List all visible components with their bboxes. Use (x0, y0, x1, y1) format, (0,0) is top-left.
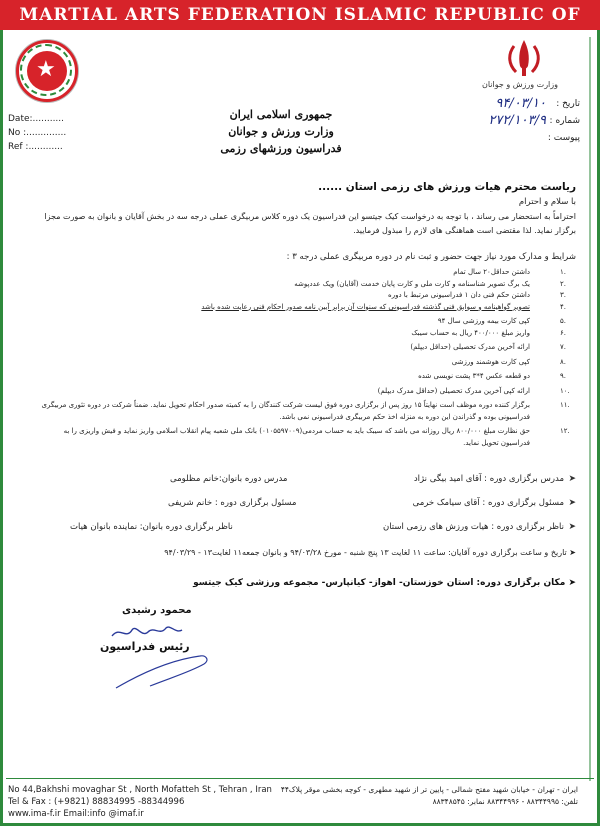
ref-field-en: Ref :............ (8, 142, 63, 152)
logo-core (27, 51, 67, 91)
women-instructor: مدرس دوره بانوان:خانم مظلومی (170, 474, 288, 484)
letterhead-country: جمهوری اسلامی ایران (229, 108, 333, 121)
list-item: .۶ واریز مبلغ ۴۰۰/۰۰۰ ریال به حساب سیبک (411, 328, 566, 337)
signatory-title: رئیس فدراسیون (100, 640, 190, 653)
footer-web-en: www.ima-f.ir Email:info @imaf.ir (8, 809, 144, 819)
check-arrow-icon: ➤ (565, 578, 576, 588)
intro-paragraph: احتراماً به استحضار می رساند ، با توجه به درخواست کیک جیتسو این فدراسیون یک دوره کلاس مربیگری عملی درجه سه در بخش آقایان و بانوان به صورت مجزا برگزار نماید. لذا مقتضی است هماهنگی های لازم را مبذول فرمایید. (44, 212, 576, 235)
date-field-en: Date:........... (8, 114, 65, 124)
date-label-fa: تاریخ : (556, 98, 580, 109)
list-item: .۳ داشتن حکم فنی دان ۱ فدراسیونی مرتبط با دوره (388, 291, 566, 299)
federation-logo (16, 40, 78, 102)
letterhead-federation: فدراسیون ورزشهای رزمی (220, 142, 342, 155)
requirements-list (36, 267, 576, 449)
meta-right (450, 95, 580, 146)
footer-tel-en: Tel & Fax : (+9821) 88834995 -88344996 (8, 797, 185, 807)
check-arrow-icon: ➤ (566, 548, 576, 557)
iran-emblem-icon (500, 36, 548, 80)
footer-address-fa: ایران - تهران - خیابان شهید مفتح شمالی - پایین تر از شهید مطهری - کوچه بخشی موقر پلاک۴۴ (280, 785, 578, 794)
list-item: .۸ کپی کارت هوشمند ورزشی (451, 357, 566, 366)
footer-divider (6, 778, 594, 779)
women-organizer: مسئول برگزاری دوره : خانم شریفی (168, 498, 297, 508)
number-value-fa: ۲۷۲/۱۰۳/۹ (488, 112, 546, 128)
list-item: .۵ کپی کارت بیمه ورزشی سال ۹۴ (437, 317, 566, 325)
meta-left (8, 112, 66, 154)
letterhead-ministry: وزارت ورزش و جوانان (228, 125, 334, 138)
footer-contact-en (8, 784, 272, 820)
salutation: با سلام و احترام (518, 197, 576, 207)
list-item: .۱۰ ارائه کپی آخرین مدرک تحصیلی (حداقل مدرک دیپلم) (377, 386, 570, 395)
signatory-name: محمود رشیدی (122, 605, 192, 616)
attachment-label-fa: پیوست : (547, 132, 580, 143)
check-arrow-icon: ➤ (568, 474, 576, 484)
list-item: .۲ یک برگ تصویر شناسنامه و کارت ملی و کارت پایان خدمت (آقایان) ویک عددپوشه (294, 279, 566, 288)
men-organizer: ➤ مسئول برگزاری دوره : آقای سیامک خرمی (412, 498, 576, 508)
addressee: ریاست محترم هیات ورزش های رزمی استان ...... (318, 181, 576, 193)
list-item: .۹ دو قطعه عکس ۴*۳ پشت نویسی شده (418, 372, 566, 380)
list-item: .۷ ارائه آخرین مدرک تحصیلی (حداقل دیپلم) (410, 343, 566, 351)
venue: ➤ مکان برگزاری دوره: استان خوزستان- اهواز- کیانپارس- مجموعه ورزشی کیک جیتسو (193, 578, 576, 588)
check-arrow-icon: ➤ (568, 522, 576, 532)
list-item: .۱۲ حق نظارت مبلغ ۸۰۰/۰۰۰ ریال روزانه می باشد که سیبک باید به حساب مردمی(۰۱۰۵۵۹۷۰۰۹) بانک ملی شعبه پیام انقلاب اسلامی واریز نماید و فیش واریزی را به فدراسیون تحویل نماید. (63, 427, 570, 447)
number-field-en: No :.............. (8, 128, 67, 138)
emblem-caption: وزارت ورزش و جوانان (481, 80, 558, 89)
check-arrow-icon: ➤ (568, 498, 576, 508)
list-item: .۱ داشتن حداقل۲۰ سال تمام (453, 268, 566, 276)
schedule: ➤ تاریخ و ساعت برگزاری دوره آقایان: ساعت ۱۱ لغایت ۱۳ پنج شنبه - مورخ ۹۴/۰۳/۲۸ و بانوان جمعه۱۱ لغایت۱۳ - ۹۴/۰۳/۲۹ (164, 548, 576, 557)
date-value-fa: ۹۴/۰۳/۱۰ (495, 95, 546, 111)
number-label-fa: شماره : (549, 115, 580, 126)
kick-figure-icon: ★ (36, 57, 56, 82)
footer-address-en: No 44,Bakhshi movaghar St , North Mofatteh St , Tehran , Iran (8, 785, 272, 795)
conditions-title: شرایط و مدارک مورد نیاز جهت حضور و ثبت نام در دوره مربیگری عملی درجه ۳ : (286, 252, 576, 262)
footer-tel-fa: تلفن: ۸۸۳۴۴۹۹۵ - ۸۸۳۴۴۹۹۶ نمابر: ۸۸۳۴۸۵۴۵ (432, 797, 578, 806)
list-item: .۴ تصویر گواهینامه و سوابق فنی گذشته فدراسیونی که سنوات آن برابر آیین نامه صدور احکام فنی رعایت شده باشد (201, 302, 566, 311)
women-supervisor: ناظر برگزاری دوره بانوان: نماینده بانوان هیات (70, 522, 233, 532)
footer-contact-fa (281, 784, 578, 808)
men-supervisor: ➤ ناظر برگزاری دوره : هیات ورزش های رزمی استان (382, 522, 576, 532)
federation-banner: MARTIAL ARTS FEDERATION ISLAMIC REPUBLIC OF IRAN (0, 0, 600, 30)
men-instructor: ➤ مدرس برگزاری دوره : آقای امید بیگی نژاد (413, 474, 576, 484)
signature-flourish (110, 652, 220, 692)
letterhead (176, 106, 386, 157)
list-item: .۱۱ برگزار کننده دوره موظف است نهایتاً ۱۵ روز پس از برگزاری دوره فوق لیست شرکت کنندگان را به کمیته صدور احکام تحویل نماید. ضمناً شرکت در دوره تئوری مربیگری فدراسیونی بوده و گذراندن این دوره به منزله اخذ حکم مربیگری فدراسیونی نمی باشد. (41, 401, 570, 421)
